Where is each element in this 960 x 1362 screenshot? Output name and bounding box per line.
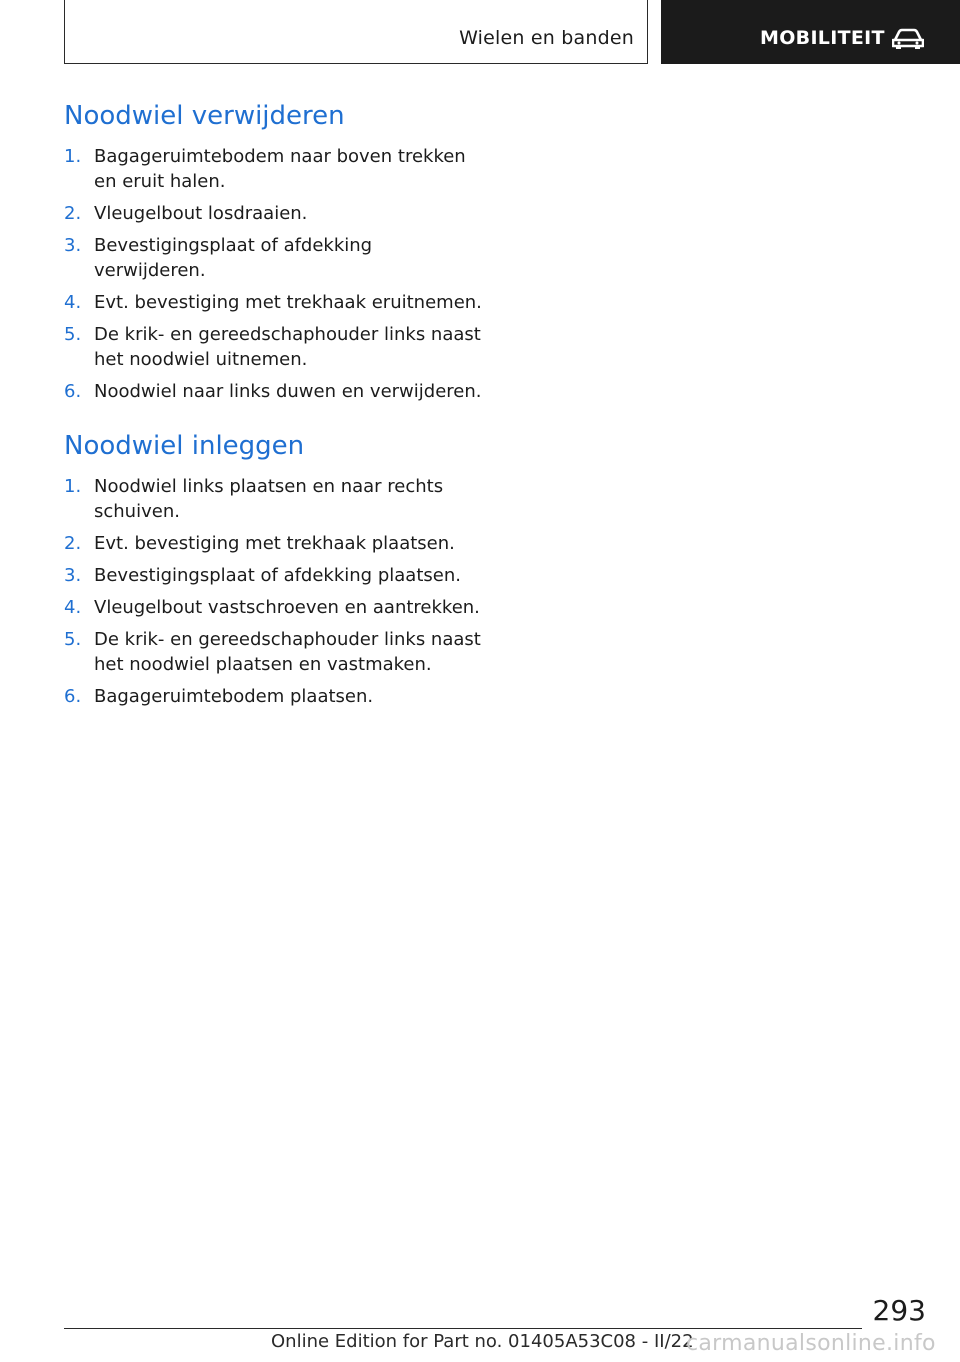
step-number: 5. [64,629,82,650]
page-content [64,98,484,733]
list-item [64,201,484,226]
section-remove-spare-wheel [64,98,484,404]
list-item [64,233,484,283]
step-text: De krik- en gereedschaphouder links naast het noodwiel uitnemen. [94,324,481,370]
step-number: 1. [64,476,82,497]
step-text: De krik- en gereedschaphouder links naast het noodwiel plaatsen en vastmaken. [94,629,481,675]
step-text: Evt. bevestiging met trekhaak plaatsen. [94,533,455,554]
step-list [64,474,484,709]
section-tab [64,0,648,64]
step-text: Bevestigingsplaat of afdekking plaatsen. [94,565,461,586]
step-text: Noodwiel links plaatsen en naar rechts schuiven. [94,476,444,522]
step-number: 5. [64,324,82,345]
section-heading: Noodwiel verwijderen [64,101,345,131]
list-item [64,627,484,677]
step-number: 1. [64,146,82,167]
step-text: Bagageruimtebodem naar boven trekken en eruit halen. [94,146,466,192]
section-heading: Noodwiel inleggen [64,431,305,461]
list-item [64,684,484,709]
step-text: Noodwiel naar links duwen en verwijderen. [94,381,482,402]
step-number: 6. [64,686,82,707]
step-number: 4. [64,597,82,618]
list-item [64,144,484,194]
chapter-tab [661,0,960,64]
step-text: Vleugelbout losdraaien. [94,203,308,224]
step-text: Bevestigingsplaat of afdekking verwijderen. [94,235,373,281]
list-item [64,563,484,588]
chapter-title: MOBILITEIT [760,27,885,49]
car-icon [892,28,924,50]
step-number: 6. [64,381,82,402]
step-number: 2. [64,533,82,554]
section-title: Wielen en banden [459,27,634,49]
page-header [0,0,960,66]
edition-text: Online Edition for Part no. 01405A53C08 - II/22 [271,1331,694,1352]
list-item [64,379,484,404]
step-text: Bagageruimtebodem plaatsen. [94,686,374,707]
list-item [64,531,484,556]
watermark: carmanualsonline.info [686,1331,936,1356]
list-item [64,290,484,315]
section-insert-spare-wheel [64,428,484,709]
step-number: 3. [64,235,82,256]
page-number: 293 [872,1294,926,1327]
footer-divider [64,1328,862,1329]
step-number: 4. [64,292,82,313]
list-item [64,474,484,524]
step-number: 2. [64,203,82,224]
step-text: Evt. bevestiging met trekhaak eruitnemen. [94,292,482,313]
step-number: 3. [64,565,82,586]
step-text: Vleugelbout vastschroeven en aantrekken. [94,597,480,618]
list-item [64,322,484,372]
step-list [64,144,484,404]
list-item [64,595,484,620]
